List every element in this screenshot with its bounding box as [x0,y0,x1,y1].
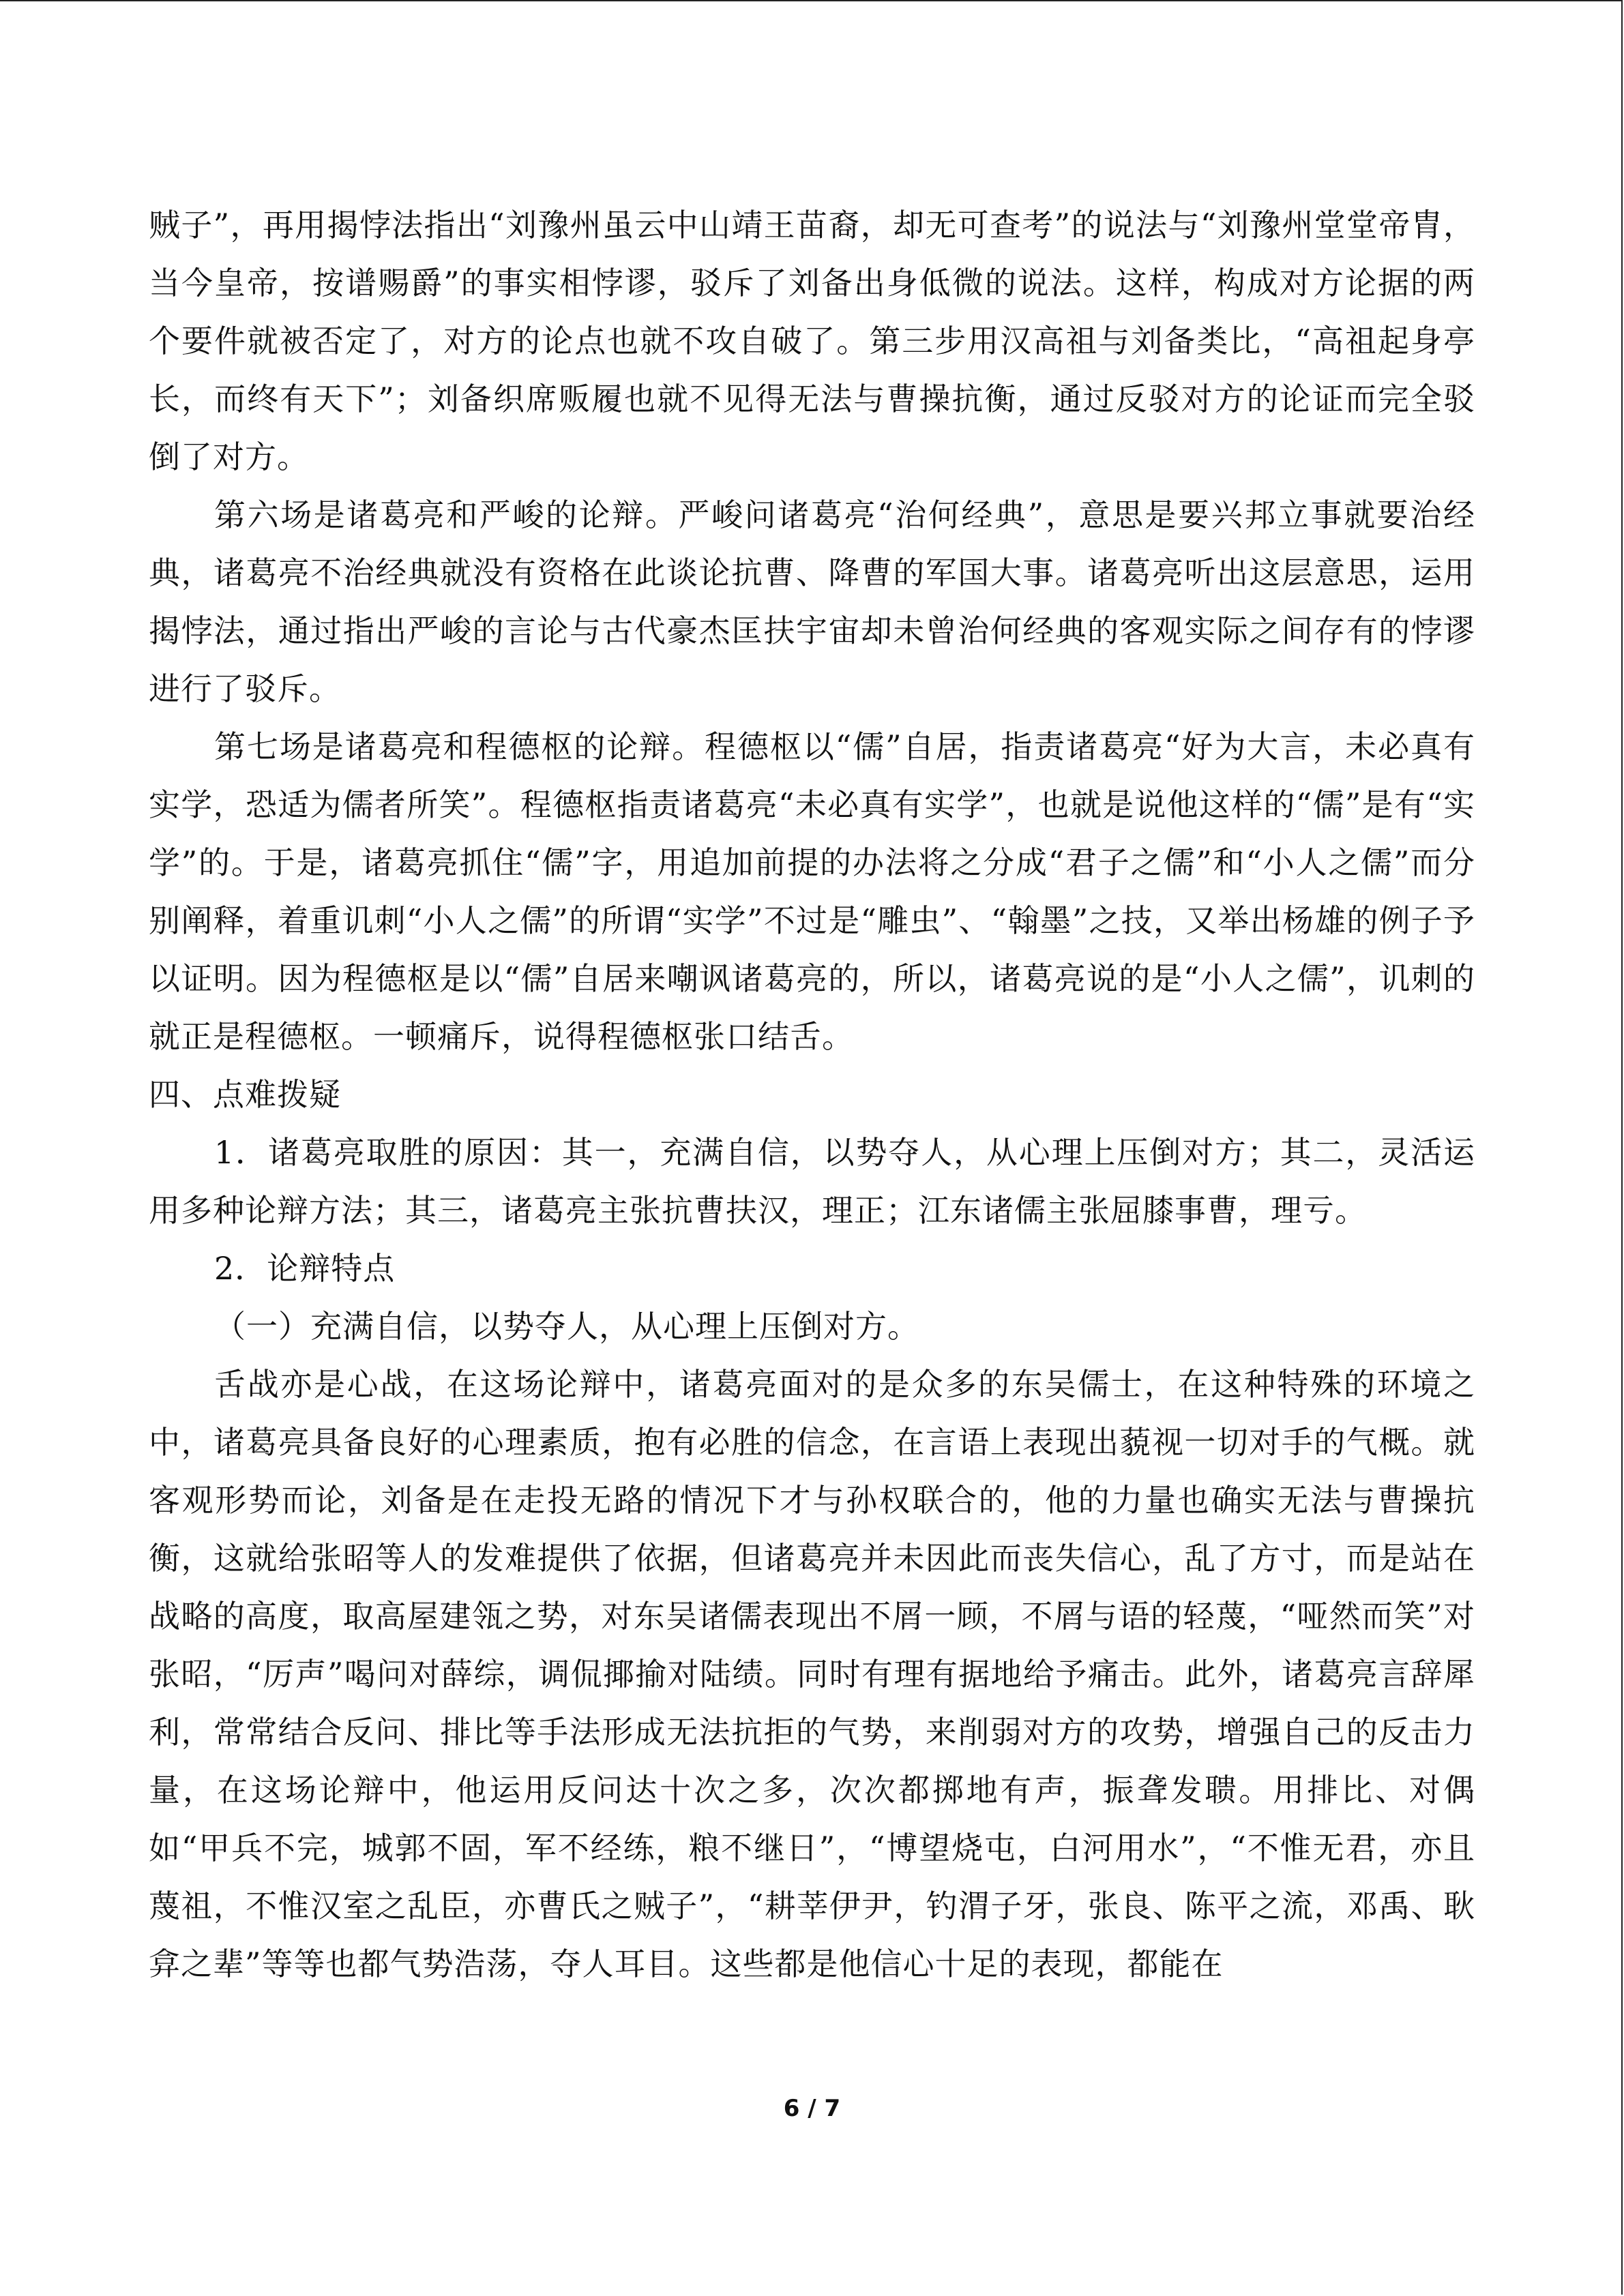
paragraph-feature-one: （一）充满自信，以势夺人，从心理上压倒对方。 [214,1308,919,1345]
paragraph-debate-seven: 第七场是诸葛亮和程德枢的论辩。程德枢以“儒”自居，指责诸葛亮“好为大言，未必真有实学，恐适为儒者所笑”。程德枢指责诸葛亮“未必真有实学”，也就是说他这样的“儒”是有“实学”的。于是，诸葛亮抓住“儒”字，用追加前提的办法将之分成“君子之儒”和“小人之儒”而分别阐释，着重讥刺“小人之儒”的所谓“实学”不过是“雕虫”、“翰墨”之技，又举出杨雄的例子予以证明。因为程德枢是以“儒”自居来嘲讽诸葛亮的，所以，诸葛亮说的是“小人之儒”，讥刺的就正是程德枢。一顿痛斥，说得程德枢张口结舌。 [149,728,1475,1055]
paragraph-winning-reasons: 1．诸葛亮取胜的原因：其一，充满自信，以势夺人，从心理上压倒对方；其二，灵活运用多种论辩方法；其三，诸葛亮主张抗曹扶汉，理正；江东诸儒主张屈膝事曹，理亏。 [149,1134,1475,1229]
section-heading-four: 四、点难拨疑 [149,1076,341,1113]
paragraph-tongue-war: 舌战亦是心战，在这场论辩中，诸葛亮面对的是众多的东吴儒士，在这种特殊的环境之中，诸葛亮具备良好的心理素质，抱有必胜的信念，在言语上表现出藐视一切对手的气概。就客观形势而论，刘备是在走投无路的情况下才与孙权联合的，他的力量也确实无法与曹操抗衡，这就给张昭等人的发难提供了依据，但诸葛亮并未因此而丧失信心，乱了方寸，而是站在战略的高度，取高屋建瓴之势，对东吴诸儒表现出不屑一顾，不屑与语的轻蔑，“哑然而笑”对张昭，“厉声”喝问对薛综，调侃揶揄对陆绩。同时有理有据地给予痛击。此外，诸葛亮言辞犀利，常常结合反问、排比等手法形成无法抗拒的气势，来削弱对方的攻势，增强自己的反击力量，在这场论辩中，他运用反问达十次之多，次次都掷地有声，振聋发聩。用排比、对偶如“甲兵不完，城郭不固，军不经练，粮不继日”，“博望烧屯，白河用水”，“不惟无君，亦且蔑祖，不惟汉室之乱臣，亦曹氏之贼子”，“耕莘伊尹，钓渭子牙，张良、陈平之流，邓禹、耿弇之辈”等等也都气势浩荡，夺人耳目。这些都是他信心十足的表现，都能在 [149,1366,1475,1982]
paragraph-continued: 贼子”，再用揭悖法指出“刘豫州虽云中山靖王苗裔，却无可查考”的说法与“刘豫州堂堂帝胄，当今皇帝，按谱赐爵”的事实相悖谬，驳斥了刘备出身低微的说法。这样，构成对方论据的两个要件就被否定了，对方的论点也就不攻自破了。第三步用汉高祖与刘备类比，“高祖起身亭长，而终有天下”；刘备织席贩履也就不见得无法与曹操抗衡，通过反驳对方的论证而完全驳倒了对方。 [149,207,1475,475]
document-body [149,196,1475,1993]
paragraph-debate-features: 2．论辩特点 [214,1250,396,1287]
paragraph-debate-six: 第六场是诸葛亮和严峻的论辩。严峻问诸葛亮“治何经典”，意思是要兴邦立事就要治经典，诸葛亮不治经典就没有资格在此谈论抗曹、降曹的军国大事。诸葛亮听出这层意思，运用揭悖法，通过指出严峻的言论与古代豪杰匡扶宇宙却未曾治何经典的客观实际之间存有的悖谬进行了驳斥。 [149,496,1475,707]
page-number: 6 / 7 [783,2095,841,2122]
